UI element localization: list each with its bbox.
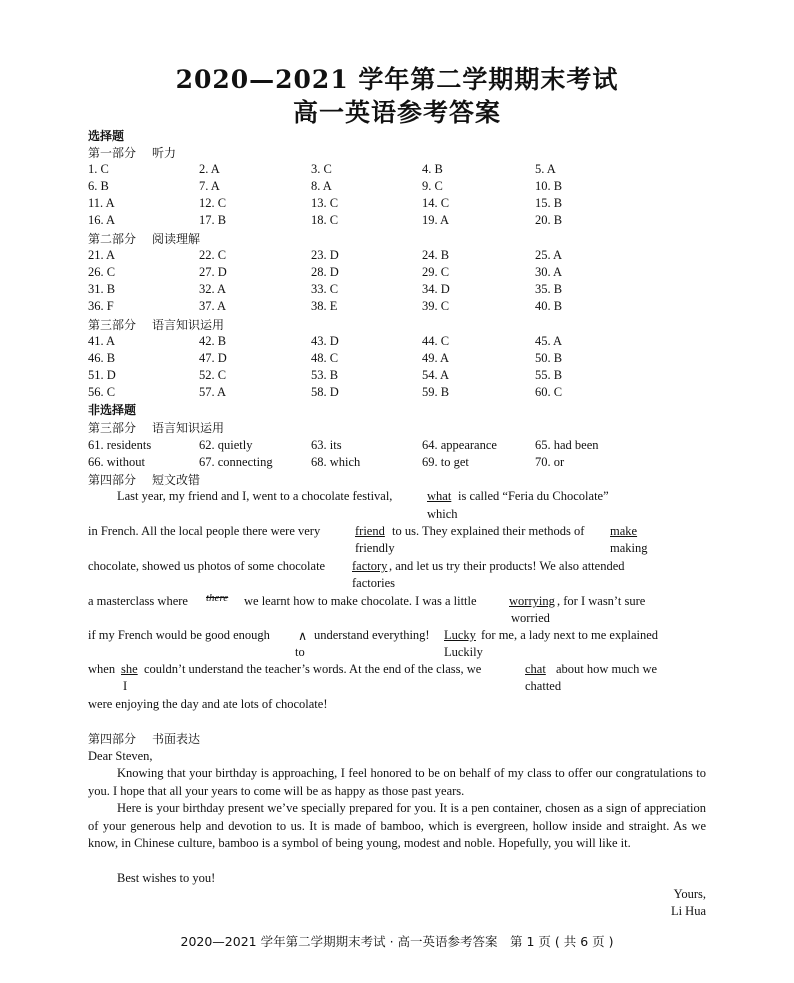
insertion-mark: ∧ bbox=[298, 629, 308, 643]
answer-cell: 70. or bbox=[535, 455, 565, 469]
answer-cell: 24. B bbox=[422, 248, 450, 262]
answer-cell: 45. A bbox=[535, 334, 563, 348]
passage-text: we learnt how to make chocolate. I was a little bbox=[244, 594, 477, 608]
answer-cell: 60. C bbox=[535, 385, 563, 399]
answer-cell: 14. C bbox=[422, 196, 450, 210]
answer-cell: 47. D bbox=[199, 351, 227, 365]
section-name: 短文改错 bbox=[152, 473, 201, 487]
answer-cell: 5. A bbox=[535, 162, 556, 176]
passage-text: , for I wasn’t sure bbox=[557, 594, 646, 608]
correction-word: Luckily bbox=[444, 645, 483, 659]
answer-cell: 3. C bbox=[311, 162, 332, 176]
passage-text: for me, a lady next to me explained bbox=[481, 628, 659, 642]
answer-cell: 31. B bbox=[88, 282, 116, 296]
section-name: 语言知识运用 bbox=[152, 318, 225, 332]
passage-text: couldn’t understand the teacher’s words. At the end of the class, we bbox=[144, 662, 482, 676]
answer-cell: 42. B bbox=[199, 334, 227, 348]
passage-text: Last year, my friend and I, went to a chocolate festival, bbox=[117, 489, 393, 503]
passage-text: were enjoying the day and ate lots of chocolate! bbox=[88, 697, 328, 711]
answer-cell: 62. quietly bbox=[199, 438, 253, 452]
passage-text: if my French would be good enough bbox=[88, 628, 270, 642]
section-number: 第三部分 bbox=[88, 318, 137, 332]
correction-word: factories bbox=[352, 576, 396, 590]
answer-cell: 13. C bbox=[311, 196, 339, 210]
section-header-writing bbox=[88, 731, 200, 748]
answer-cell: 68. which bbox=[311, 455, 361, 469]
nonchoice-heading: 非选择题 bbox=[88, 403, 137, 417]
answer-cell: 18. C bbox=[311, 213, 339, 227]
answer-cell: 15. B bbox=[535, 196, 563, 210]
section-header-fill-in bbox=[88, 420, 224, 437]
answer-cell: 2. A bbox=[199, 162, 220, 176]
answer-cell: 32. A bbox=[199, 282, 227, 296]
answer-cell: 38. E bbox=[311, 299, 338, 313]
section-name: 听力 bbox=[152, 146, 177, 160]
answer-cell: 63. its bbox=[311, 438, 342, 452]
answer-cell: 33. C bbox=[311, 282, 339, 296]
error-word: worrying bbox=[509, 594, 555, 608]
correction-word: chatted bbox=[525, 679, 562, 693]
answer-cell: 11. A bbox=[88, 196, 115, 210]
correction-word: friendly bbox=[355, 541, 395, 555]
answer-cell: 49. A bbox=[422, 351, 450, 365]
answer-cell: 9. C bbox=[422, 179, 443, 193]
answer-cell: 30. A bbox=[535, 265, 563, 279]
answer-cell: 66. without bbox=[88, 455, 145, 469]
answer-cell: 23. D bbox=[311, 248, 339, 262]
passage-text: about how much we bbox=[556, 662, 658, 676]
answer-cell: 22. C bbox=[199, 248, 227, 262]
answer-cell: 28. D bbox=[311, 265, 339, 279]
error-word: friend bbox=[355, 524, 385, 538]
section-name: 语言知识运用 bbox=[152, 421, 225, 435]
answer-cell: 59. B bbox=[422, 385, 450, 399]
answer-cell: 56. C bbox=[88, 385, 116, 399]
answer-cell: 67. connecting bbox=[199, 455, 273, 469]
letter-paragraph: Best wishes to you! bbox=[117, 871, 216, 885]
section-number: 第一部分 bbox=[88, 146, 137, 160]
passage-text: , and let us try their products! We also attended bbox=[389, 559, 625, 573]
passage-text: in French. All the local people there were very bbox=[88, 524, 321, 538]
section-header-language-use bbox=[88, 317, 224, 334]
answer-cell: 34. D bbox=[422, 282, 450, 296]
section-number: 第二部分 bbox=[88, 232, 137, 246]
error-word: Lucky bbox=[444, 628, 476, 642]
answer-cell: 57. A bbox=[199, 385, 227, 399]
answer-cell: 19. A bbox=[422, 213, 450, 227]
answer-cell: 26. C bbox=[88, 265, 116, 279]
passage-text: when bbox=[88, 662, 116, 676]
passage-text: chocolate, showed us photos of some chocolate bbox=[88, 559, 326, 573]
correction-word: making bbox=[610, 541, 648, 555]
section-header-reading bbox=[88, 231, 200, 248]
passage-text: understand everything! bbox=[314, 628, 430, 642]
answer-cell: 41. A bbox=[88, 334, 116, 348]
answer-cell: 1. C bbox=[88, 162, 109, 176]
answer-cell: 50. B bbox=[535, 351, 563, 365]
answer-cell: 44. C bbox=[422, 334, 450, 348]
passage-text: to us. They explained their methods of bbox=[392, 524, 585, 538]
doc-subtitle: 高一英语参考答案 bbox=[292, 98, 501, 127]
answer-cell: 21. A bbox=[88, 248, 116, 262]
answer-cell: 61. residents bbox=[88, 438, 152, 452]
answer-cell: 10. B bbox=[535, 179, 563, 193]
answer-cell: 37. A bbox=[199, 299, 227, 313]
answer-cell: 6. B bbox=[88, 179, 109, 193]
letter-paragraph: Knowing that your birthday is approaching, I feel honored to be on behalf of my class to offer our congratulations to you. I hope that all your years to come will be as happy as those past years. bbox=[88, 766, 706, 798]
error-word: make bbox=[610, 524, 638, 538]
error-word: what bbox=[427, 489, 452, 503]
letter-signature: Li Hua bbox=[670, 904, 706, 918]
letter-greeting: Dear Steven, bbox=[88, 749, 153, 763]
answer-cell: 25. A bbox=[535, 248, 563, 262]
section-number: 第四部分 bbox=[88, 732, 137, 746]
correction-word: which bbox=[427, 507, 458, 521]
passage-text: a masterclass where bbox=[88, 594, 188, 608]
answer-cell: 36. F bbox=[88, 299, 114, 313]
error-word: chat bbox=[525, 662, 546, 676]
answer-cell: 40. B bbox=[535, 299, 563, 313]
answer-cell: 29. C bbox=[422, 265, 450, 279]
deleted-word: there bbox=[206, 592, 229, 604]
answer-cell: 51. D bbox=[88, 368, 116, 382]
answer-cell: 69. to get bbox=[422, 455, 469, 469]
answer-cell: 35. B bbox=[535, 282, 563, 296]
answer-cell: 53. B bbox=[311, 368, 339, 382]
correction-word: worried bbox=[511, 611, 550, 625]
answer-cell: 55. B bbox=[535, 368, 563, 382]
section-header-listening bbox=[88, 145, 176, 162]
section-number: 第四部分 bbox=[88, 473, 137, 487]
answer-cell: 12. C bbox=[199, 196, 227, 210]
correction-word: I bbox=[123, 679, 128, 693]
answer-cell: 58. D bbox=[311, 385, 339, 399]
correction-word: to bbox=[295, 645, 305, 659]
answer-cell: 7. A bbox=[199, 179, 220, 193]
passage-text: is called “Feria du Chocolate” bbox=[458, 489, 609, 503]
answer-cell: 52. C bbox=[199, 368, 227, 382]
letter-closing: Yours, bbox=[673, 887, 706, 901]
answer-cell: 48. C bbox=[311, 351, 339, 365]
answer-cell: 46. B bbox=[88, 351, 116, 365]
section-name: 阅读理解 bbox=[152, 232, 201, 246]
answer-cell: 54. A bbox=[422, 368, 450, 382]
page-footer: 2020—2021 学年第二学期期末考试 · 高一英语参考答案 第 1 页 ( 共 6 页 ) bbox=[180, 934, 614, 949]
answer-cell: 65. had been bbox=[535, 438, 599, 452]
error-word: she bbox=[121, 662, 138, 676]
answer-cell: 20. B bbox=[535, 213, 563, 227]
error-word: factory bbox=[352, 559, 388, 573]
section-name: 书面表达 bbox=[152, 732, 201, 746]
section-header-error-correction bbox=[88, 472, 200, 489]
answer-cell: 16. A bbox=[88, 213, 116, 227]
answer-cell: 27. D bbox=[199, 265, 227, 279]
answer-cell: 43. D bbox=[311, 334, 339, 348]
answer-cell: 8. A bbox=[311, 179, 332, 193]
answer-cell: 17. B bbox=[199, 213, 227, 227]
doc-title: 2020—2021 学年第二学期期末考试 bbox=[175, 65, 619, 94]
section-number: 第三部分 bbox=[88, 421, 137, 435]
answer-cell: 64. appearance bbox=[422, 438, 497, 452]
answer-cell: 4. B bbox=[422, 162, 443, 176]
letter-paragraph: Here is your birthday present we’ve specially prepared for you. It is a pen container, chosen as a sign of appreciation of your generous help and devotion to us. It is made of bamboo, which is evergreen, hollow inside and straight. As we know, in Chinese culture, bamboo is a symbol of being young, modest and noble. Hopefully, you will like it. bbox=[88, 801, 706, 850]
answer-cell: 39. C bbox=[422, 299, 450, 313]
choice-heading: 选择题 bbox=[88, 129, 125, 143]
